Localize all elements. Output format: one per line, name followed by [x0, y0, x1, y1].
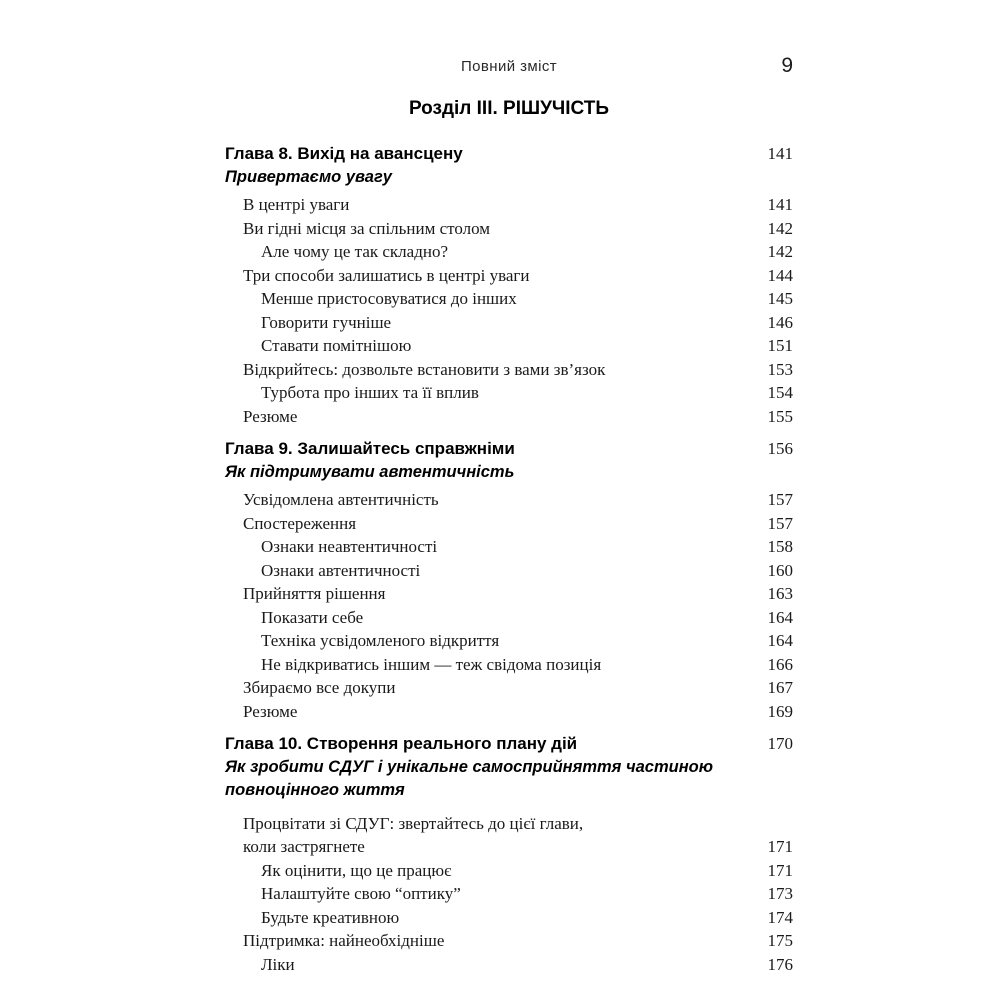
toc-entry-text: Техніка усвідомленого відкриття	[261, 631, 500, 650]
toc-entry-page: 156	[767, 439, 793, 458]
toc-entry-text: Як оцінити, що це працює	[261, 860, 452, 880]
toc-entry	[225, 512, 793, 536]
toc-entry-text: Ознаки автентичності	[261, 560, 421, 580]
toc-entry-page: 157	[767, 513, 793, 533]
toc-entry-page: 171	[767, 860, 793, 880]
toc-entry-text: Як підтримувати автентичність	[225, 462, 515, 481]
toc-entry-page: 175	[767, 931, 793, 950]
toc-entry	[225, 381, 793, 405]
toc-entry	[225, 240, 793, 264]
toc-entry	[225, 835, 793, 859]
toc-entry	[225, 882, 793, 906]
toc-entry-page: 154	[767, 383, 793, 402]
toc-entry-page: 141	[767, 195, 793, 214]
toc-entry	[225, 358, 793, 382]
running-header: Повний зміст	[461, 58, 557, 75]
toc-entry-text: Не відкриватись іншим — теж свідома позиція	[261, 654, 602, 674]
toc-entry-page: 153	[767, 359, 793, 379]
toc-entry	[225, 676, 793, 700]
toc-entry-text: Усвідомлена автентичність	[243, 490, 439, 509]
toc-entry	[225, 582, 793, 606]
toc-entry-text: Ви гідні місця за спільним столом	[243, 218, 491, 238]
toc-entry	[225, 906, 793, 930]
toc-entry	[225, 287, 793, 311]
toc-entry-text: Глава 10. Створення реального плану дій	[225, 734, 578, 753]
toc-entry	[225, 756, 793, 780]
toc-entry-page: 176	[767, 954, 793, 974]
toc-entry-page: 171	[767, 837, 793, 856]
toc-entry	[225, 142, 793, 166]
toc-entry-page: 163	[767, 584, 793, 603]
toc-entry	[225, 334, 793, 358]
toc-entry-text: Глава 8. Вихід на авансцену	[225, 144, 463, 163]
toc-entry	[225, 535, 793, 559]
toc-entry-page: 157	[767, 490, 793, 509]
toc-entry-text: повноцінного життя	[225, 781, 405, 799]
toc-entry-page: 141	[767, 144, 793, 163]
toc-entry-text: Ознаки неавтентичності	[261, 537, 438, 556]
toc-entry	[225, 953, 793, 977]
toc-entry-text: Ставати помітнішою	[261, 336, 412, 355]
toc-entry	[225, 929, 793, 953]
toc-entry-text: Процвітати зі СДУГ: звертайтесь до цієї глави,	[243, 813, 584, 833]
toc-entry-text: коли застрягнете	[243, 837, 365, 856]
toc-entry	[225, 653, 793, 677]
toc-entry-text: Показати себе	[261, 607, 364, 627]
toc-entry-text: Прийняття рішення	[243, 584, 386, 603]
toc-entry	[225, 700, 793, 724]
toc-entry-page: 164	[767, 631, 793, 650]
toc-entry	[225, 559, 793, 583]
toc-entry	[225, 859, 793, 883]
toc-entry-text: Резюме	[243, 701, 298, 721]
toc-entry-page: 158	[767, 537, 793, 556]
toc-entry-text: Привертаємо увагу	[225, 167, 392, 186]
toc-entry-text: Збираємо все докупи	[243, 678, 396, 697]
toc-entry-text: Глава 9. Залишайтесь справжніми	[225, 439, 515, 458]
toc-entry	[225, 629, 793, 653]
toc-entry-page: 174	[767, 907, 793, 927]
toc-entry	[225, 461, 793, 485]
toc-entry	[225, 812, 793, 836]
toc-entry-text: Відкрийтесь: дозвольте встановити з вами зв’язок	[243, 359, 606, 379]
toc-entry-text: Спостереження	[243, 513, 357, 533]
toc-entry-page: 146	[767, 312, 793, 332]
toc-entry-page: 155	[767, 406, 793, 426]
toc-entry	[225, 732, 793, 756]
toc-entry	[225, 166, 793, 190]
section-title: Розділ III. РІШУЧІСТЬ	[408, 98, 610, 119]
toc-entry	[225, 405, 793, 429]
toc-entry-page: 160	[767, 560, 793, 580]
toc-entry	[225, 311, 793, 335]
toc-entry-text: Як зробити СДУГ і унікальне самосприйняття частиною	[225, 757, 714, 776]
toc-entry-page: 169	[767, 701, 793, 721]
toc-entry-page: 170	[767, 734, 793, 753]
toc-entry-page: 164	[767, 607, 793, 627]
toc-entry-text: Турбота про інших та її вплив	[261, 383, 479, 402]
toc-entry-page: 167	[767, 678, 793, 697]
toc-entry-text: Ліки	[261, 954, 295, 974]
toc-entry-page: 166	[767, 654, 793, 674]
toc-entry	[225, 193, 793, 217]
toc-entry-page: 173	[767, 884, 793, 903]
toc-entry-text: Говорити гучніше	[261, 312, 392, 332]
page-header	[225, 54, 793, 82]
toc-entry-text: Менше пристосовуватися до інших	[261, 289, 517, 308]
toc-entry-page: 151	[767, 336, 793, 355]
toc-entry-page: 144	[767, 265, 793, 285]
toc-entry	[225, 488, 793, 512]
toc-list	[225, 142, 793, 976]
toc-entry-page: 145	[767, 289, 793, 308]
toc-entry-page: 142	[767, 242, 793, 261]
toc-entry-text: Три способи залишатись в центрі уваги	[243, 265, 530, 285]
toc-entry	[225, 217, 793, 241]
toc-entry	[225, 779, 793, 803]
toc-entry-page: 142	[767, 218, 793, 238]
toc-entry	[225, 437, 793, 461]
toc-entry-text: В центрі уваги	[243, 195, 350, 214]
toc-entry-text: Підтримка: найнеобхідніше	[243, 931, 445, 950]
toc-entry-text: Резюме	[243, 406, 298, 426]
toc-entry	[225, 264, 793, 288]
toc-entry-text: Будьте креативною	[261, 907, 400, 927]
page-content	[225, 54, 793, 976]
toc-entry	[225, 606, 793, 630]
toc-entry-text: Налаштуйте свою “оптику”	[261, 884, 461, 903]
toc-entry-text: Але чому це так складно?	[261, 242, 448, 261]
page-number: 9	[781, 54, 793, 77]
